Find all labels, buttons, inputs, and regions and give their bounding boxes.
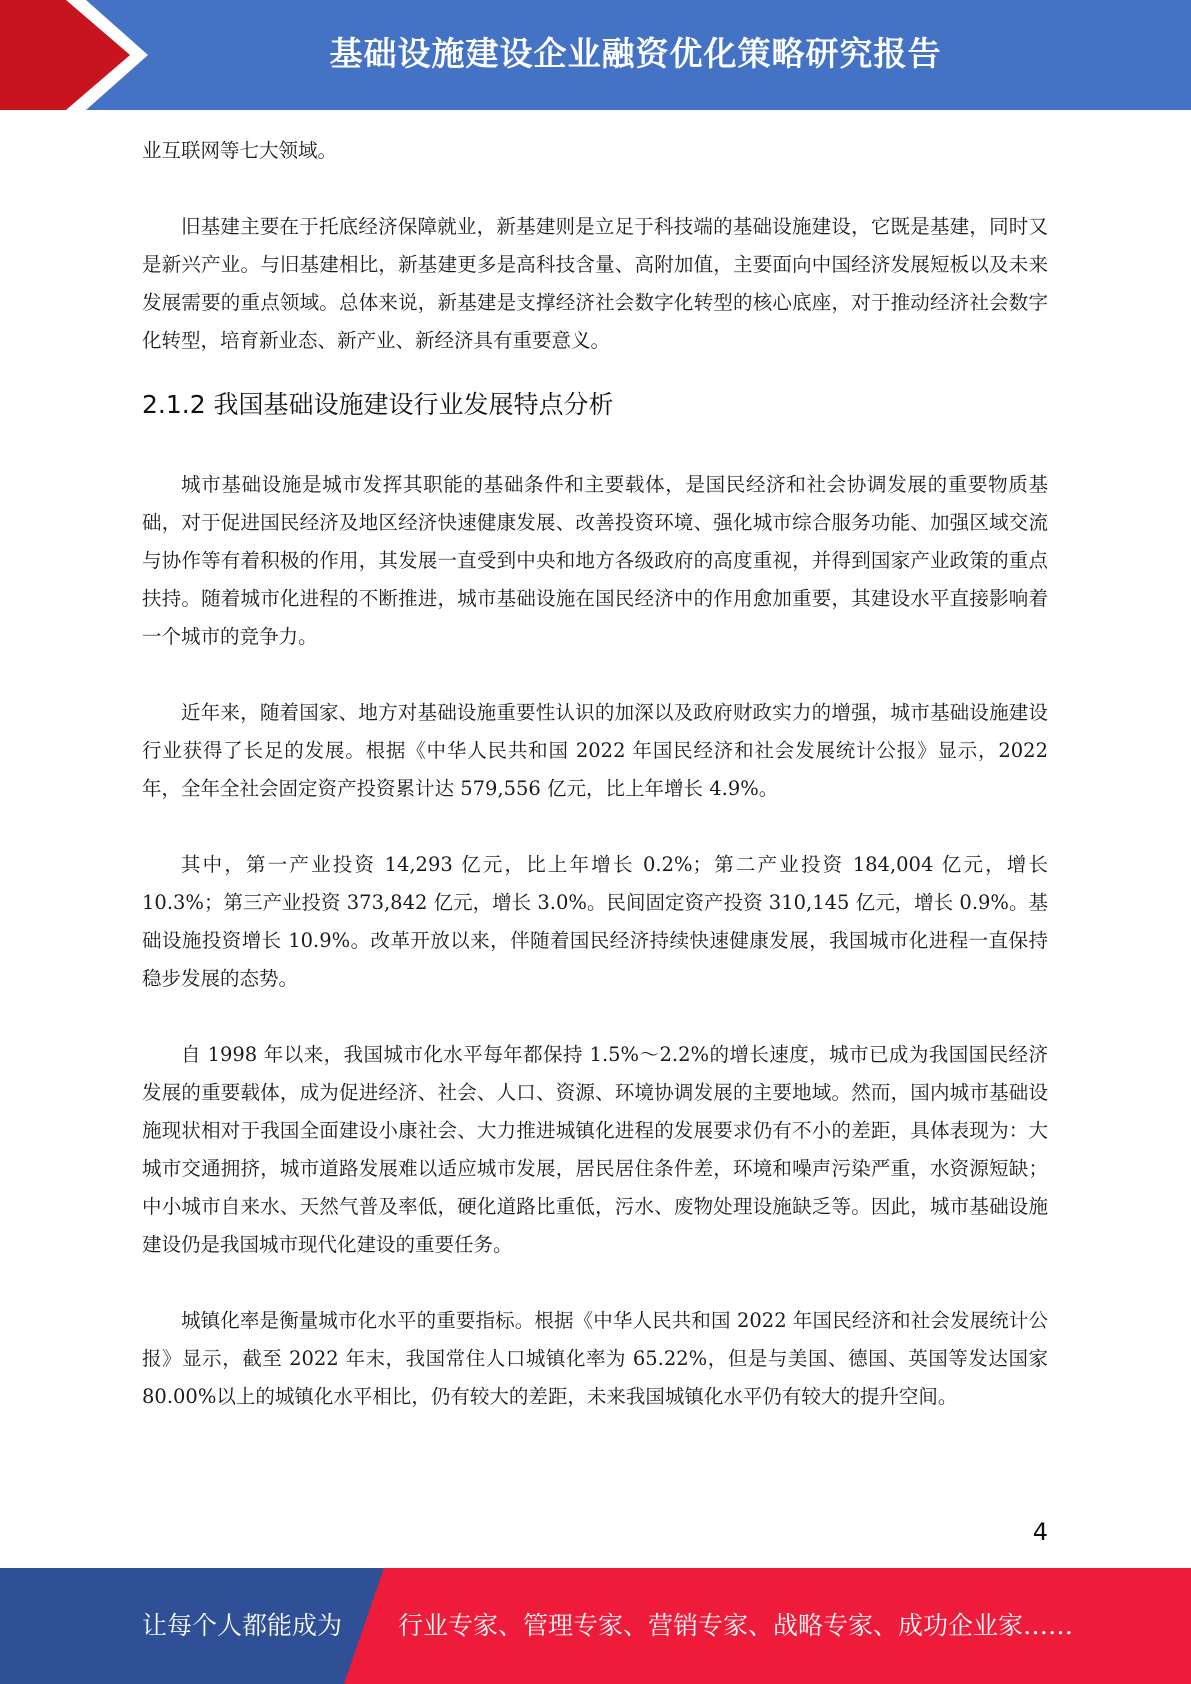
- paragraph-urbanization-rate: 城镇化率是衡量城市化水平的重要指标。根据《中华人民共和国 2022 年国民经济和社会发展统计公报》显示，截至 2022 年末，我国常住人口城镇化率为 65.22%，但是与美国、德国、英国等发达国家 80.00%以上的城镇化水平相比，仍有较大的差距，未来我国城镇化水平仍有较大的提升空间。: [142, 1309, 1048, 1408]
- paragraph-continuation: 业互联网等七大领域。: [142, 139, 338, 162]
- page-footer: [0, 1568, 1191, 1684]
- report-title: 基础设施建设企业融资优化策略研究报告: [329, 34, 942, 73]
- page-number: 4: [1032, 1518, 1048, 1546]
- paragraph-new-infrastructure: 旧基建主要在于托底经济保障就业，新基建则是立足于科技端的基础设施建设，它既是基建，同时又是新兴产业。与旧基建相比，新基建更多是高科技含量、高附加值，主要面向中国经济发展短板以及未来发展需要的重点领域。总体来说，新基建是支撑经济社会数字化转型的核心底座，对于推动经济社会数字化转型，培育新业态、新产业、新经济具有重要意义。: [142, 215, 1048, 352]
- section-heading: 2.1.2 我国基础设施建设行业发展特点分析: [142, 390, 614, 419]
- paragraph-urban-infrastructure: 城市基础设施是城市发挥其职能的基础条件和主要载体，是国民经济和社会协调发展的重要物质基础，对于促进国民经济及地区经济快速健康发展、改善投资环境、强化城市综合服务功能、加强区域交流与协作等有着积极的作用，其发展一直受到中央和地方各级政府的高度重视，并得到国家产业政策的重点扶持。随着城市化进程的不断推进，城市基础设施在国民经济中的作用愈加重要，其建设水平直接影响着一个城市的竞争力。: [142, 473, 1048, 648]
- footer-slogan-right: 行业专家、管理专家、营销专家、战略专家、成功企业家……: [398, 1611, 1074, 1640]
- page-header: [0, 0, 1191, 110]
- paragraph-urbanization-growth: 自 1998 年以来，我国城市化水平每年都保持 1.5%～2.2%的增长速度，城市已成为我国国民经济发展的重要载体，成为促进经济、社会、人口、资源、环境协调发展的主要地域。然而，国内城市基础设施现状相对于我国全面建设小康社会、大力推进城镇化进程的发展要求仍有不小的差距，具体表现为：大城市交通拥挤，城市道路发展难以适应城市发展，居民居住条件差，环境和噪声污染严重，水资源短缺；中小城市自来水、天然气普及率低，硬化道路比重低，污水、废物处理设施缺乏等。因此，城市基础设施建设仍是我国城市现代化建设的重要任务。: [142, 1043, 1048, 1256]
- paragraph-investment-breakdown: 其中，第一产业投资 14,293 亿元，比上年增长 0.2%；第二产业投资 184,004 亿元，增长10.3%；第三产业投资 373,842 亿元，增长 3.0%。民间固定资产投资 310,145 亿元，增长 0.9%。基础设施投资增长 10.9%。改革开放以来，伴随着国民经济持续快速健康发展，我国城市化进程一直保持稳步发展的态势。: [142, 853, 1048, 990]
- document-body: [142, 132, 1048, 1416]
- paragraph-recent-development: 近年来，随着国家、地方对基础设施重要性认识的加深以及政府财政实力的增强，城市基础设施建设行业获得了长足的发展。根据《中华人民共和国 2022 年国民经济和社会发展统计公报》显示，2022 年，全年全社会固定资产投资累计达 579,556 亿元，比上年增长 4.9%。: [142, 701, 1048, 800]
- footer-slogan-left: 让每个人都能成为: [142, 1611, 343, 1640]
